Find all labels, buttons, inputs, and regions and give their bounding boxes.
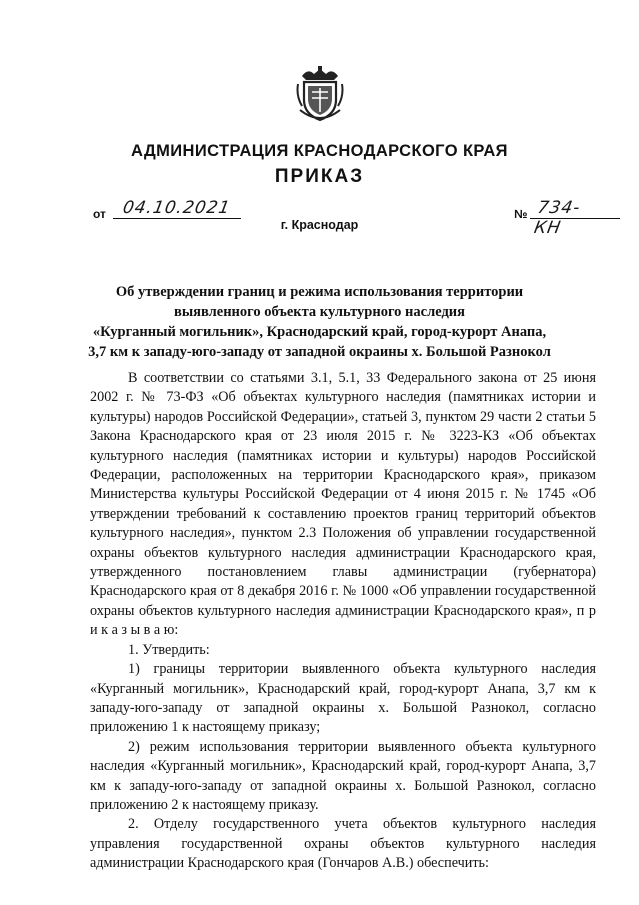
city: г. Краснодар [280, 218, 359, 232]
order-title-line: 3,7 км к западу-юго-западу от западной окраины х. Большой Разнокол [88, 344, 551, 360]
order-title [80, 282, 559, 362]
number-label: № [514, 207, 528, 221]
organization-title: АДМИНИСТРАЦИЯ КРАСНОДАРСКОГО КРАЯ [131, 142, 508, 160]
handwritten-date: 04.10.2021 [121, 198, 233, 218]
order-title-line: «Курганный могильник», Краснодарский край, город-курорт Анапа, [92, 324, 547, 340]
body-paragraph-item-2: 2. Отделу государственного учета объектов культурного наследия управления государственной охраны объектов культурного наследия администрации Краснодарского края (Гончаров А.В.) обеспечить: [90, 816, 596, 872]
order-body [90, 369, 596, 874]
body-paragraph-item-1: 1. Утвердить: [128, 641, 210, 658]
body-paragraph-item-1-1: 1) границы территории выявленного объекта культурного наследия «Курганный могильник», Краснодарский край, город-курорт Анапа, 3,7 км к западу-юго-западу от западной окраины х. Большой Разнокол, согласно приложению 1 к настоящему приказу; [90, 661, 596, 736]
handwritten-number: 734-КН [532, 198, 583, 238]
document-type: ПРИКАЗ [274, 166, 365, 187]
order-title-line: выявленного объекта культурного наследия [173, 304, 465, 320]
date-label: от [93, 207, 106, 221]
body-paragraph-preamble: В соответствии со статьями 3.1, 5.1, 33 Федерального закона от 25 июня 2002 г. № 73-ФЗ «Об объектах культурного наследия (памятниках истории и культуры) народов Российской Федерации», статьей 3, пунктом 29 части 2 статьи 5 Закона Краснодарского края от 23 июля 2015 г. № 3223-КЗ «Об объектах культурного наследия (памятниках истории и культуры) народов Российской Федерации, расположенных на территории Краснодарского края», приказом Министерства культуры Российской Федерации от 4 июня 2015 г. № 1745 «Об утверждении требований к составлению проектов границ территорий объектов культурного наследия», пунктом 2.3 Положения об управлении государственной охраны объектов культурного наследия администрации Краснодарского края, утвержденного постановлением главы администрации (губернатора) Краснодарского края от 8 декабря 2016 г. № 1000 «Об управлении государственной охраны объектов культурного наследия администрации Краснодарского края», п р и к а з ы в а ю: [90, 370, 596, 639]
order-title-line: Об утверждении границ и режима использования территории [115, 284, 524, 300]
body-paragraph-item-1-2: 2) режим использования территории выявленного объекта культурного наследия «Курганный могильник», Краснодарский край, город-курорт Анапа, 3,7 км к западу-юго-западу от западной окраины х. Большой Разнокол, согласно приложению 2 к настоящему приказу. [90, 738, 596, 813]
coat-of-arms-icon [296, 66, 344, 124]
